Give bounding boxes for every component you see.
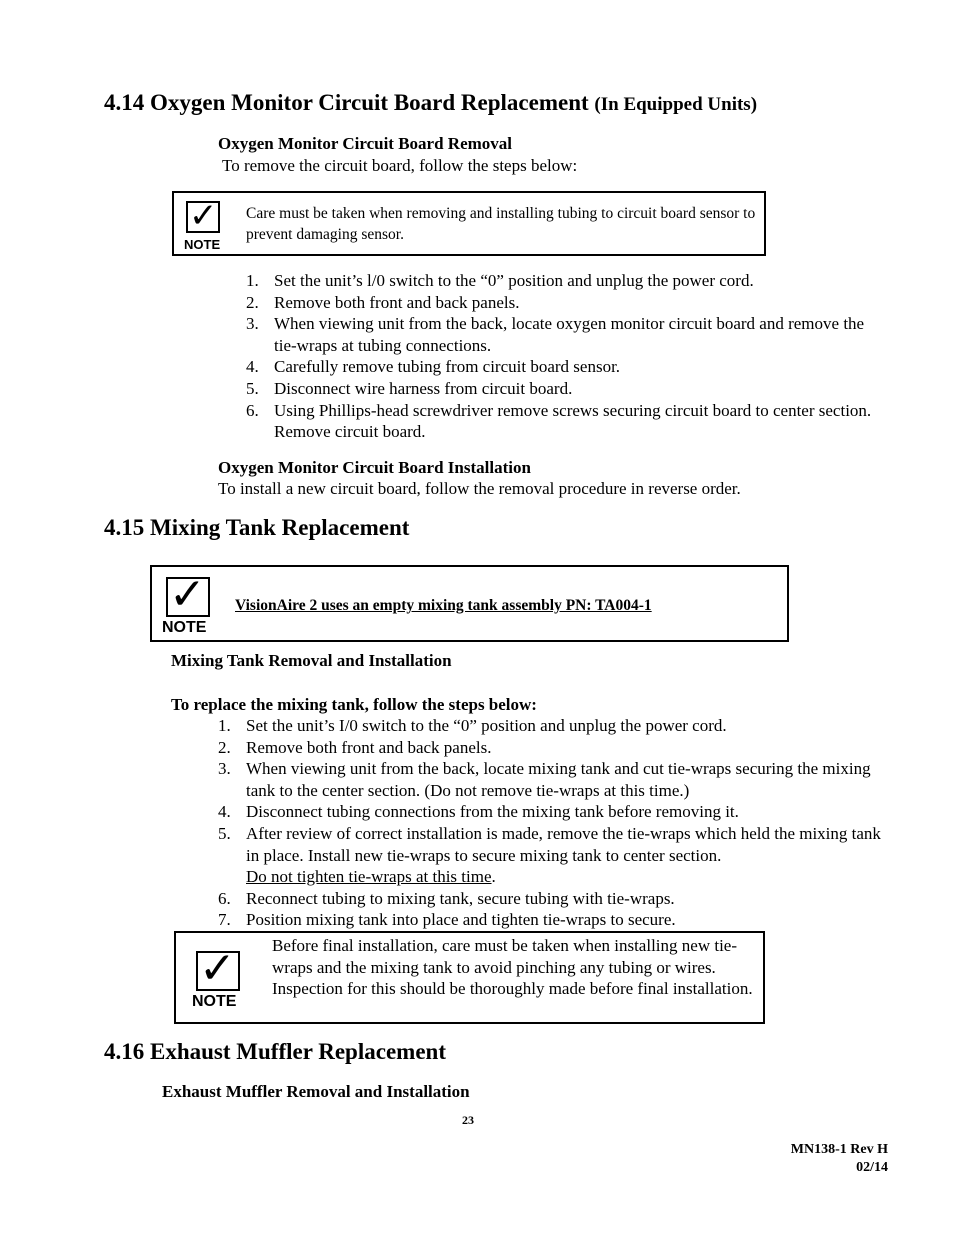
list-item: 1. Set the unit’s l/0 switch to the “0” position and unplug the power cord.: [246, 271, 754, 290]
note-text: VisionAire 2 uses an empty mixing tank assembly PN: TA004-1: [235, 597, 652, 614]
list-item: 1. Set the unit’s I/0 switch to the “0” position and unplug the power cord.: [218, 716, 727, 735]
list-item: 4. Disconnect tubing connections from the mixing tank before removing it.: [218, 802, 739, 822]
list-item: 2. Remove both front and back panels.: [246, 292, 520, 312]
mixing-tank-title: Mixing Tank Removal and Installation: [171, 651, 452, 670]
o2-install-text: To install a new circuit board, follow the removal procedure in reverse order.: [218, 479, 741, 498]
doc-date: 02/14: [856, 1160, 888, 1175]
o2-removal-steps: [246, 270, 884, 443]
note-label: NOTE: [184, 237, 221, 252]
o2-removal-intro: To remove the circuit board, follow the steps below:: [222, 156, 578, 175]
section-4-14-title: 4.14 Oxygen Monitor Circuit Board Replacement: [104, 90, 589, 115]
list-item: 3. When viewing unit from the back, locate oxygen monitor circuit board and remove the tie-wraps at tubing connections.: [246, 314, 865, 355]
note-label: NOTE: [162, 619, 207, 636]
note-check-icon: ✓ NOTE: [184, 196, 221, 252]
section-4-14-heading: [104, 90, 757, 116]
section-4-14-subtitle: (In Equipped Units): [594, 94, 758, 115]
o2-removal-title: Oxygen Monitor Circuit Board Removal: [218, 134, 513, 153]
note-text: Before final installation, care must be taken when installing new tie-wraps and the mixing tank to avoid pinching any tubing or wires. Inspection for this should be thoroughly made before final installation.: [272, 936, 753, 999]
list-item: 6. Reconnect tubing to mixing tank, secure tubing with tie-wraps.: [218, 888, 675, 908]
list-item: 7. Position mixing tank into place and tighten tie-wraps to secure.: [218, 910, 676, 930]
note-check-icon: ✓ NOTE: [192, 947, 248, 1011]
note-box-mixing-tank: [150, 565, 789, 642]
list-item: 5. After review of correct installation is made, remove the tie-wraps which held the mixing tank in place. Install new tie-wraps to secure mixing tank to center section. Do not tighten tie-wraps at this time.: [218, 823, 881, 887]
note-box-final-installation: [174, 931, 765, 1024]
list-item: 3. When viewing unit from the back, locate mixing tank and cut tie-wraps securing the mixing tank to the center section. (Do not remove tie-wraps at this time.): [218, 759, 871, 800]
doc-footer: [791, 1141, 888, 1177]
list-item: 2. Remove both front and back panels.: [218, 737, 492, 757]
list-item: 4. Carefully remove tubing from circuit board sensor.: [246, 357, 621, 377]
note-check-icon: ✓ NOTE: [162, 573, 218, 637]
exhaust-muffler-title: Exhaust Muffler Removal and Installation: [162, 1082, 470, 1101]
note-label: NOTE: [192, 993, 237, 1010]
mixing-tank-steps-intro: To replace the mixing tank, follow the steps below:: [171, 695, 537, 714]
o2-install-title: Oxygen Monitor Circuit Board Installation: [218, 458, 531, 477]
note-box-circuit-board: [172, 191, 766, 256]
doc-id: MN138-1 Rev H: [790, 1142, 888, 1157]
note-text: Care must be taken when removing and installing tubing to circuit board sensor to prevent damaging sensor.: [246, 205, 756, 243]
section-4-15-heading: 4.15 Mixing Tank Replacement: [104, 515, 410, 540]
mixing-tank-steps: [218, 715, 882, 931]
section-4-16-heading: 4.16 Exhaust Muffler Replacement: [104, 1039, 446, 1064]
list-item: 6. Using Phillips-head screwdriver remove screws securing circuit board to center section. Remove circuit board.: [246, 400, 872, 442]
list-item: 5. Disconnect wire harness from circuit board.: [246, 378, 573, 398]
page-number: 23: [462, 1113, 474, 1127]
